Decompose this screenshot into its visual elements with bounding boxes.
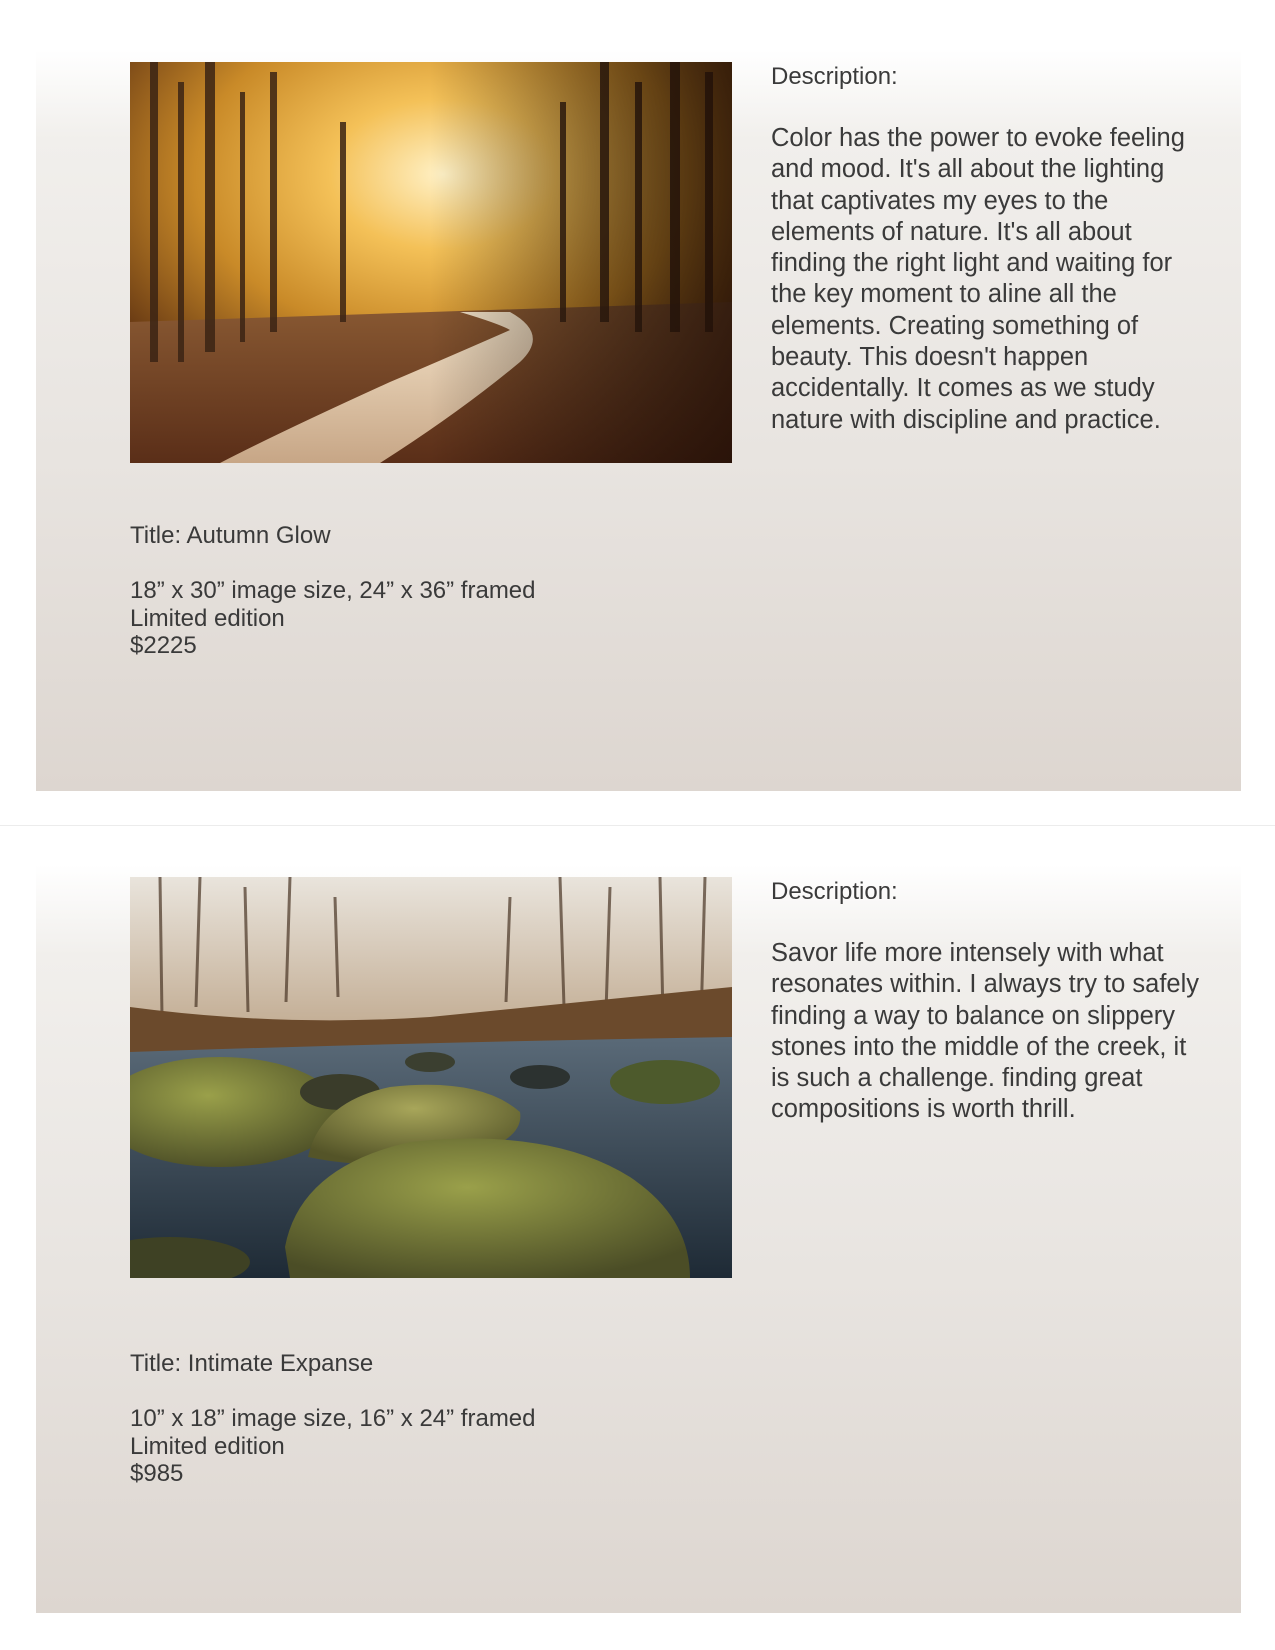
description-heading: Description: (771, 63, 898, 90)
description-text: Savor life more intensely with what resonates within. I always try to safely finding a way to balance on slippery stones into the middle of the creek, it is such a challenge. finding great compositions is worth thrill. (771, 939, 1200, 1124)
artwork-edition: Limited edition (130, 604, 285, 632)
autumn-forest-road-photo (130, 62, 732, 463)
artwork-details (130, 1349, 750, 1488)
artwork-price: $2225 (130, 632, 197, 659)
artwork-card-intimate-expanse (36, 865, 1241, 1613)
artwork-price: $985 (130, 1460, 184, 1487)
description-block (771, 62, 1211, 436)
artwork-card-autumn-glow (36, 50, 1241, 791)
description-text: Color has the power to evoke feeling and mood. It's all about the lighting that captivates my eyes to the elements of nature. It's all about finding the right light and waiting for the key moment to aline all the elements. Creating something of beauty. This doesn't happen accidentally. It comes as we study nature with discipline and practice. (771, 124, 1185, 434)
description-heading: Description: (771, 878, 898, 905)
artwork-edition: Limited edition (130, 1432, 285, 1460)
artwork-details (130, 521, 750, 660)
artwork-size: 18” x 30” image size, 24” x 36” framed (130, 577, 536, 604)
description-block (771, 877, 1211, 1126)
forest-creek-rocks-photo (130, 877, 732, 1278)
artwork-title: Title: Intimate Expanse (130, 1350, 374, 1377)
artwork-title: Title: Autumn Glow (130, 522, 331, 549)
artwork-size: 10” x 18” image size, 16” x 24” framed (130, 1405, 536, 1432)
page-divider (0, 825, 1275, 826)
